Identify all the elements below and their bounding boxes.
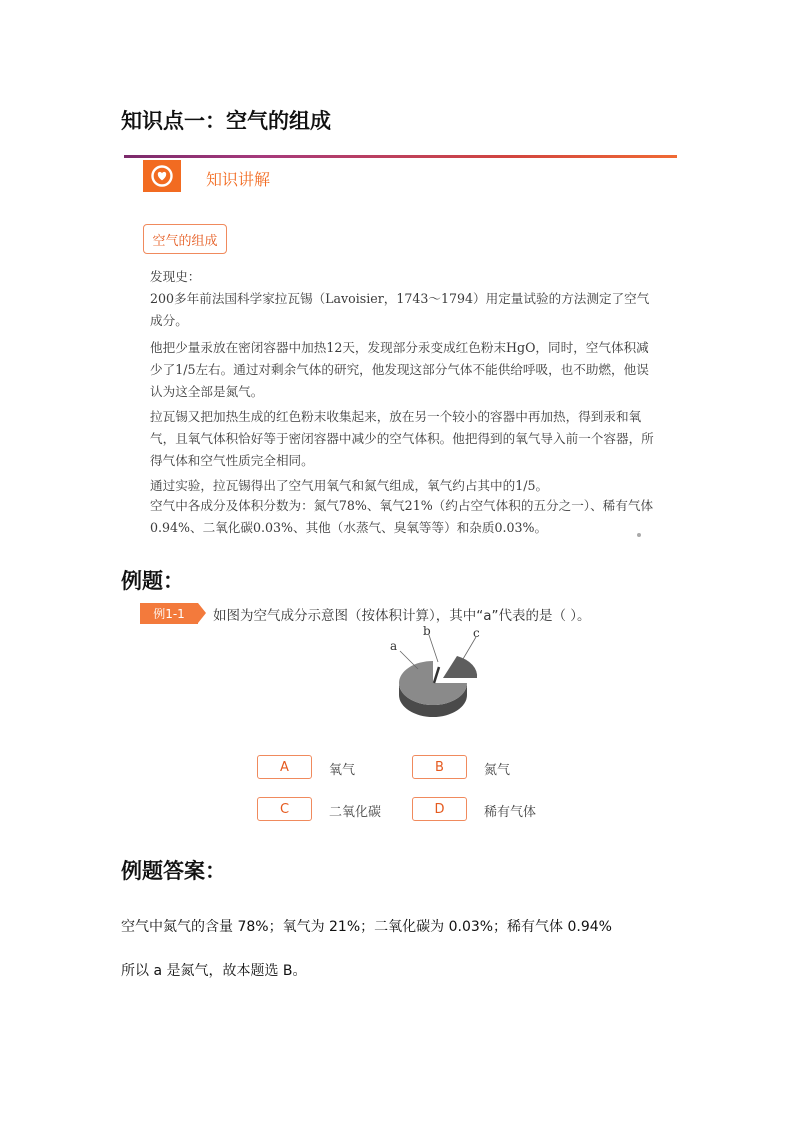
topic-tag: 空气的组成	[143, 224, 227, 254]
pie-chart-svg	[383, 625, 483, 720]
decorative-dot	[637, 533, 641, 537]
example-question: 如图为空气成分示意图（按体积计算），其中“a”代表的是（ ）。	[213, 608, 591, 624]
leader-line-c	[463, 637, 476, 659]
knowledge-icon	[143, 160, 181, 192]
pie-slice-c	[443, 656, 477, 678]
paragraph: 他把少量汞放在密闭容器中加热12天，发现部分汞变成红色粉末HgO，同时，空气体积减少了1/5左右。通过对剩余气体的研究，他发现这部分气体不能供给呼吸，也不助燃，他误认为这全部是氮气。	[150, 340, 649, 399]
option-b-text: 氮气	[484, 763, 511, 778]
section-title-answer: 例题答案：	[121, 858, 226, 883]
option-c-button[interactable]: C	[257, 797, 312, 821]
heart-shield-icon	[151, 165, 173, 187]
header-divider	[124, 155, 677, 158]
leader-line-b	[429, 635, 438, 662]
history-label: 发现史：	[150, 269, 201, 284]
option-d-text: 稀有气体	[484, 805, 537, 820]
pie-label-c: c	[473, 626, 480, 640]
option-c-text: 二氧化碳	[329, 805, 382, 820]
knowledge-header-title: 知识讲解	[206, 170, 271, 189]
option-d-button[interactable]: D	[412, 797, 467, 821]
example-badge-arrow	[198, 603, 206, 623]
pie-slice-b	[434, 667, 439, 683]
answer-line-1: 空气中氮气的含量 78%；氧气为 21%；二氧化碳为 0.03%；稀有气体 0.94%	[121, 919, 612, 935]
answer-line-2: 所以 a 是氮气，故本题选 B。	[121, 963, 307, 979]
leader-line-a	[400, 651, 418, 669]
paragraph: 拉瓦锡又把加热生成的红色粉末收集起来，放在另一个较小的容器中再加热，得到汞和氧气，且氧气体积恰好等于密闭容器中减少的空气体积。他把得到的氧气导入前一个容器，所得气体和空气性质完全相同。	[150, 409, 654, 468]
paragraph: 200多年前法国科学家拉瓦锡（Lavoisier，1743～1794）用定量试验的方法测定了空气成分。	[150, 291, 650, 328]
option-a-button[interactable]: A	[257, 755, 312, 779]
paragraph: 空气中各成分及体积分数为：氮气78%、氧气21%（约占空气体积的五分之一）、稀有气体0.94%、二氧化碳0.03%、其他（水蒸气、臭氧等等）和杂质0.03%。	[150, 498, 654, 535]
section-title-example: 例题：	[121, 568, 184, 593]
pie-label-a: a	[390, 639, 398, 653]
section-title-air-composition: 知识点一：空气的组成	[121, 108, 331, 133]
option-a-text: 氧气	[329, 763, 356, 778]
air-composition-pie-chart	[383, 625, 483, 720]
pie-label-b: b	[423, 625, 431, 638]
paragraph: 通过实验，拉瓦锡得出了空气用氧气和氮气组成，氧气约占其中的1/5。	[150, 478, 549, 493]
option-b-button[interactable]: B	[412, 755, 467, 779]
example-badge: 例1-1	[140, 603, 198, 624]
